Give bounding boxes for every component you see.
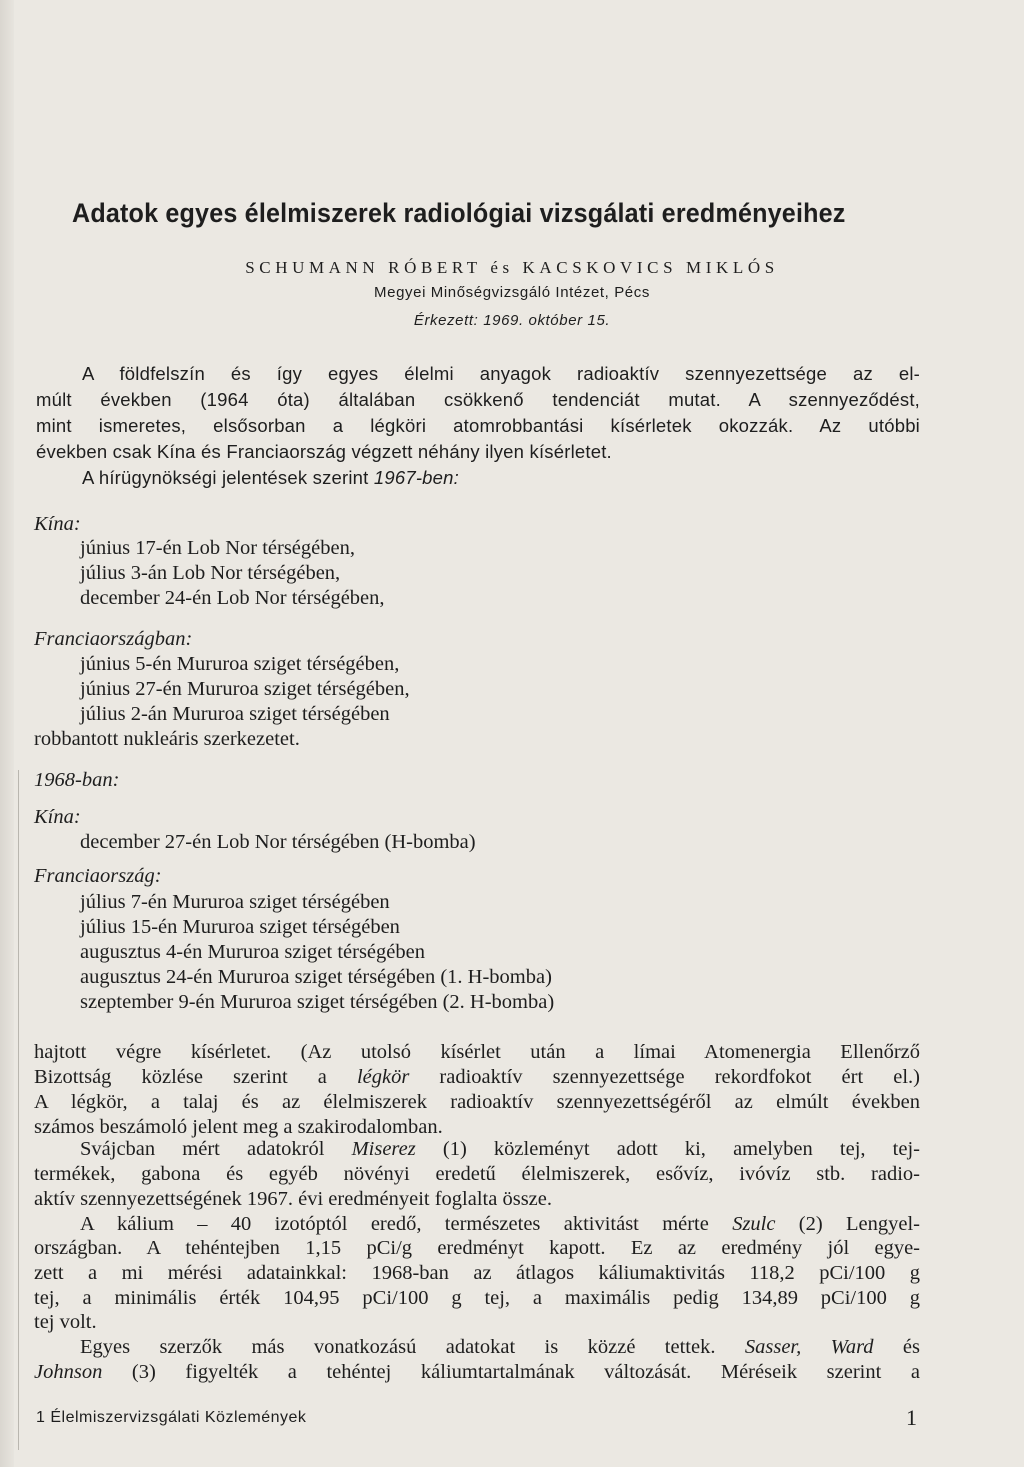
test-item: szeptember 9-én Mururoa sziget térségében (2. H-bomba) bbox=[80, 991, 555, 1013]
text-run: Bizottság közlése szerint a bbox=[34, 1066, 357, 1088]
footer-journal: 1 Élelmiszervizsgálati Közlemények bbox=[36, 1409, 307, 1426]
emphasis: légkör bbox=[356, 1066, 410, 1088]
china-label-1968: Kína: bbox=[34, 806, 81, 828]
body-line: tej volt. bbox=[34, 1311, 97, 1333]
emphasis: Szulc bbox=[732, 1213, 776, 1235]
body-line bbox=[34, 1064, 920, 1090]
authors: SCHUMANN RÓBERT és KACSKOVICS MIKLÓS bbox=[245, 258, 779, 277]
body-line bbox=[80, 1211, 920, 1237]
intro-line: múlt években (1964 óta) általában csökkenő tendenciát mutat. A szennyeződést, bbox=[36, 389, 920, 410]
institute: Megyei Minőségvizsgáló Intézet, Pécs bbox=[374, 284, 650, 301]
test-item: augusztus 24-én Mururoa sziget térségében (1. H-bomba) bbox=[80, 966, 552, 988]
margin-line bbox=[18, 770, 19, 1450]
test-item: július 3-án Lob Nor térségében, bbox=[80, 562, 341, 584]
body-line: zett a mi mérési adatainkkal: 1968-ban az átlagos káliumaktivitás 118,2 pCi/100 g bbox=[34, 1262, 920, 1284]
received-date: Érkezett: 1969. október 15. bbox=[413, 312, 611, 329]
body-line: számos beszámoló jelent meg a szakirodalomban. bbox=[34, 1116, 443, 1138]
test-item: június 17-én Lob Nor térségében, bbox=[80, 537, 355, 559]
page-number: 1 bbox=[906, 1405, 917, 1430]
page-edge bbox=[0, 0, 14, 1467]
body-line bbox=[80, 1136, 920, 1162]
text-run: Svájcban mért adatokról bbox=[80, 1138, 352, 1160]
test-item: augusztus 4-én Mururoa sziget térségében bbox=[80, 941, 425, 963]
body-line: A légkör, a talaj és az élelmiszerek radioaktív szennyezettségéről az elmúlt években bbox=[34, 1091, 920, 1113]
reports-prefix: A hírügynökségi jelentések szerint bbox=[82, 467, 374, 488]
intro-line: A földfelszín és így egyes élelmi anyagok radioaktív szennyezettsége az el- bbox=[82, 363, 920, 384]
year-1968-label: 1968-ban: bbox=[34, 769, 120, 791]
reports-year: 1967-ben: bbox=[373, 467, 459, 488]
emphasis: Miserez bbox=[351, 1138, 416, 1160]
china-label-1967: Kína: bbox=[34, 513, 81, 535]
test-item: december 24-én Lob Nor térségében, bbox=[80, 587, 385, 609]
text-run: radioaktív szennyezettsége rekordfokot ért el.) bbox=[409, 1066, 920, 1088]
body-line bbox=[34, 1359, 920, 1385]
text-run: (1) közleményt adott ki, amelyben tej, tej- bbox=[415, 1138, 920, 1160]
test-item: december 27-én Lob Nor térségében (H-bomba) bbox=[80, 831, 476, 853]
emphasis: Johnson bbox=[34, 1361, 103, 1383]
text-run: és bbox=[873, 1336, 921, 1358]
test-item: július 2-án Mururoa sziget térségében bbox=[80, 703, 390, 725]
body-line: termékek, gabona és egyéb növényi eredetű élelmiszerek, esővíz, ivóvíz stb. radio- bbox=[34, 1163, 920, 1185]
body-line: országban. A tehéntejben 1,15 pCi/g eredményt kapott. Ez az eredmény jól egye- bbox=[34, 1237, 920, 1259]
emphasis: Sasser, Ward bbox=[744, 1336, 874, 1358]
body-line: tej, a minimális érték 104,95 pCi/100 g tej, a maximális pedig 134,89 pCi/100 g bbox=[34, 1287, 920, 1309]
test-item: július 15-én Mururoa sziget térségében bbox=[80, 916, 400, 938]
body-line bbox=[80, 1334, 920, 1360]
france-label-1968: Franciaország: bbox=[34, 865, 162, 887]
text-run: A kálium – 40 izotóptól eredő, természetes aktivitást mérte bbox=[80, 1213, 733, 1235]
reports-line bbox=[82, 465, 459, 491]
test-item: július 7-én Mururoa sziget térségében bbox=[80, 891, 390, 913]
test-item: június 27-én Mururoa sziget térségében, bbox=[80, 678, 410, 700]
test-item: június 5-én Mururoa sziget térségében, bbox=[80, 653, 400, 675]
france-label-1967: Franciaországban: bbox=[34, 628, 193, 650]
intro-line: években csak Kína és Franciaország végzett néhány ilyen kísérletet. bbox=[36, 441, 612, 462]
body-line: aktív szennyezettségének 1967. évi eredményeit foglalta össze. bbox=[34, 1188, 552, 1210]
text-run: (2) Lengyel- bbox=[775, 1213, 920, 1235]
text-run: (3) figyelték a tehéntej káliumtartalmának változását. Méréseik szerint a bbox=[102, 1361, 920, 1383]
article-title: Adatok egyes élelmiszerek radiológiai vizsgálati eredményeihez bbox=[72, 198, 846, 228]
text-run: Egyes szerzők más vonatkozású adatokat is közzé tettek. bbox=[80, 1336, 745, 1358]
intro-line: mint ismeretes, elsősorban a légköri atomrobbantási kísérletek okozzák. Az utóbbi bbox=[36, 415, 920, 436]
closing-1967: robbantott nukleáris szerkezetet. bbox=[34, 728, 300, 750]
body-line: hajtott végre kísérletet. (Az utolsó kísérlet után a límai Atomenergia Ellenőrző bbox=[34, 1041, 920, 1063]
